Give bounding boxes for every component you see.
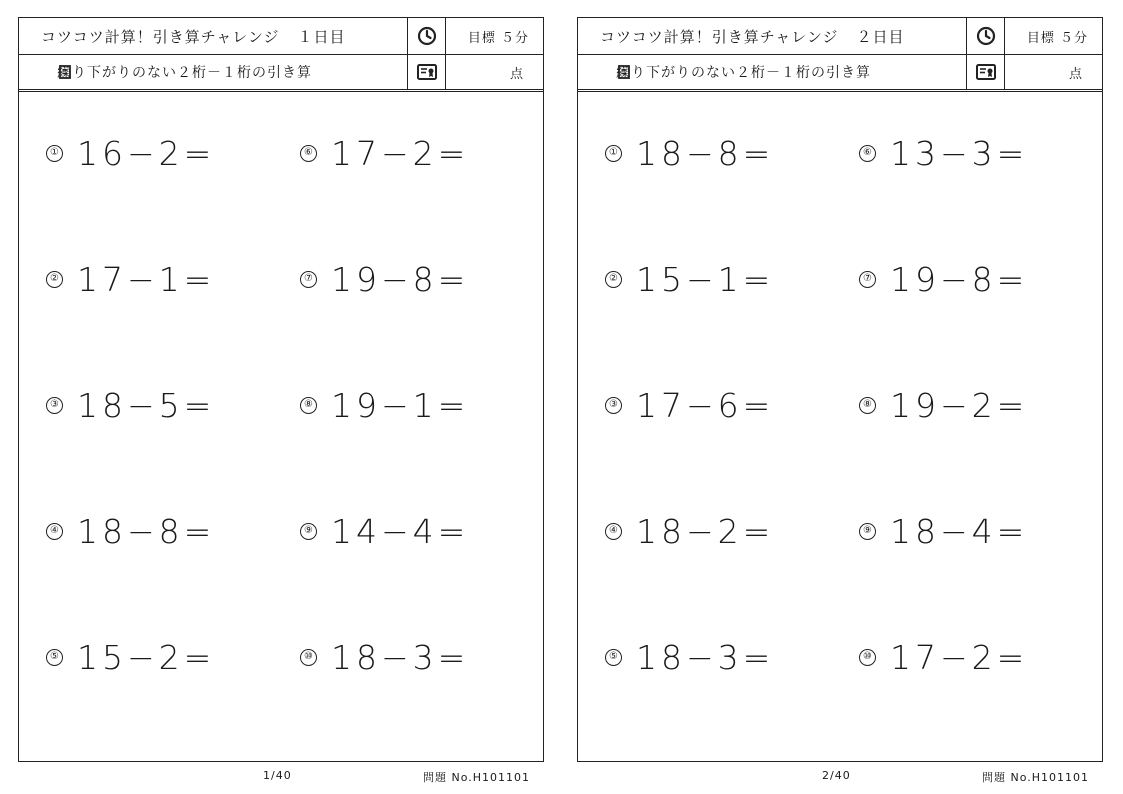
- clock-icon: [409, 18, 446, 54]
- problem-text: 18−8=: [636, 133, 775, 173]
- worksheet-1: [18, 17, 544, 762]
- problem-text: 15−2=: [77, 637, 216, 677]
- worksheet-frame: [18, 17, 544, 762]
- score-field[interactable]: [1005, 55, 1102, 89]
- problem-1: [605, 133, 774, 173]
- problem-number: ⑦: [859, 271, 876, 288]
- problem-number: ⑥: [859, 145, 876, 162]
- problem-3: [605, 385, 774, 425]
- problem-4: [46, 511, 215, 551]
- problem-text: 19−8=: [890, 259, 1029, 299]
- goal-time: [446, 18, 543, 54]
- problem-1: [46, 133, 215, 173]
- worksheet-title: [578, 18, 967, 54]
- clock-icon: [968, 18, 1005, 54]
- header-row: [578, 18, 1102, 55]
- problem-9: [859, 511, 1028, 551]
- title-text: コツコツ計算！引き算チャレンジ: [600, 27, 839, 46]
- problem-7: [859, 259, 1028, 299]
- problem-number: ⑧: [859, 397, 876, 414]
- subtitle: [578, 55, 967, 89]
- problem-number: ⑤: [605, 649, 622, 666]
- problem-code: 問題 No.H101101: [981, 771, 1089, 784]
- score-field[interactable]: [446, 55, 543, 89]
- problem-text: 19−8=: [331, 259, 470, 299]
- page-number: 1/40: [263, 769, 292, 782]
- problem-number: ③: [46, 397, 63, 414]
- problem-text: 18−3=: [636, 637, 775, 677]
- score-unit: 点: [1068, 66, 1082, 82]
- problem-text: 18−8=: [77, 511, 216, 551]
- problem-10: [859, 637, 1028, 677]
- subheader-row: [578, 55, 1102, 92]
- goal-label: 目標: [1026, 30, 1055, 46]
- problem-number: ⑧: [300, 397, 317, 414]
- goal-time: [1005, 18, 1102, 54]
- problem-6: [300, 133, 469, 173]
- problem-8: [859, 385, 1028, 425]
- problem-number: ④: [46, 523, 63, 540]
- problem-5: [46, 637, 215, 677]
- score-unit: 点: [509, 66, 523, 82]
- problem-text: 16−2=: [77, 133, 216, 173]
- problem-number: ⑤: [46, 649, 63, 666]
- subtitle-text: 繰り下がりのない２桁－１桁の引き算: [616, 65, 871, 81]
- problem-code: 問題 No.H101101: [422, 771, 530, 784]
- problem-2: [605, 259, 774, 299]
- subtitle: [19, 55, 408, 89]
- problem-number: ①: [605, 145, 622, 162]
- problem-text: 17−2=: [331, 133, 470, 173]
- problem-text: 19−1=: [331, 385, 470, 425]
- problem-number: ②: [46, 271, 63, 288]
- problem-number: ⑩: [859, 649, 876, 666]
- goal-value: ５分: [500, 30, 529, 46]
- problem-2: [46, 259, 215, 299]
- worksheet-2: [577, 17, 1103, 762]
- document-icon: [59, 65, 71, 83]
- problem-text: 14−4=: [331, 511, 470, 551]
- problem-8: [300, 385, 469, 425]
- day-label: １日目: [297, 27, 346, 46]
- problem-number: ⑩: [300, 649, 317, 666]
- worksheet-frame: [577, 17, 1103, 762]
- subtitle-text: 繰り下がりのない２桁－１桁の引き算: [57, 65, 312, 81]
- score-icon: [968, 55, 1005, 89]
- problem-number: ⑨: [300, 523, 317, 540]
- problem-text: 18−2=: [636, 511, 775, 551]
- problem-text: 18−5=: [77, 385, 216, 425]
- subheader-row: [19, 55, 543, 92]
- problem-text: 17−1=: [77, 259, 216, 299]
- problem-4: [605, 511, 774, 551]
- problem-7: [300, 259, 469, 299]
- title-text: コツコツ計算！引き算チャレンジ: [41, 27, 280, 46]
- problem-9: [300, 511, 469, 551]
- problem-text: 13−3=: [890, 133, 1029, 173]
- goal-value: ５分: [1059, 30, 1088, 46]
- document-icon: [618, 65, 630, 83]
- problem-10: [300, 637, 469, 677]
- problem-number: ⑨: [859, 523, 876, 540]
- problem-number: ①: [46, 145, 63, 162]
- problem-3: [46, 385, 215, 425]
- problem-text: 18−3=: [331, 637, 470, 677]
- problem-number: ④: [605, 523, 622, 540]
- goal-label: 目標: [467, 30, 496, 46]
- problem-text: 19−2=: [890, 385, 1029, 425]
- day-label: ２日目: [856, 27, 905, 46]
- problem-6: [859, 133, 1028, 173]
- problem-5: [605, 637, 774, 677]
- problem-number: ⑥: [300, 145, 317, 162]
- header-row: [19, 18, 543, 55]
- problem-text: 15−1=: [636, 259, 775, 299]
- problem-text: 17−6=: [636, 385, 775, 425]
- problem-number: ⑦: [300, 271, 317, 288]
- problem-text: 18−4=: [890, 511, 1029, 551]
- worksheet-title: [19, 18, 408, 54]
- problem-text: 17−2=: [890, 637, 1029, 677]
- problem-number: ③: [605, 397, 622, 414]
- score-icon: [409, 55, 446, 89]
- page-number: 2/40: [822, 769, 851, 782]
- problem-number: ②: [605, 271, 622, 288]
